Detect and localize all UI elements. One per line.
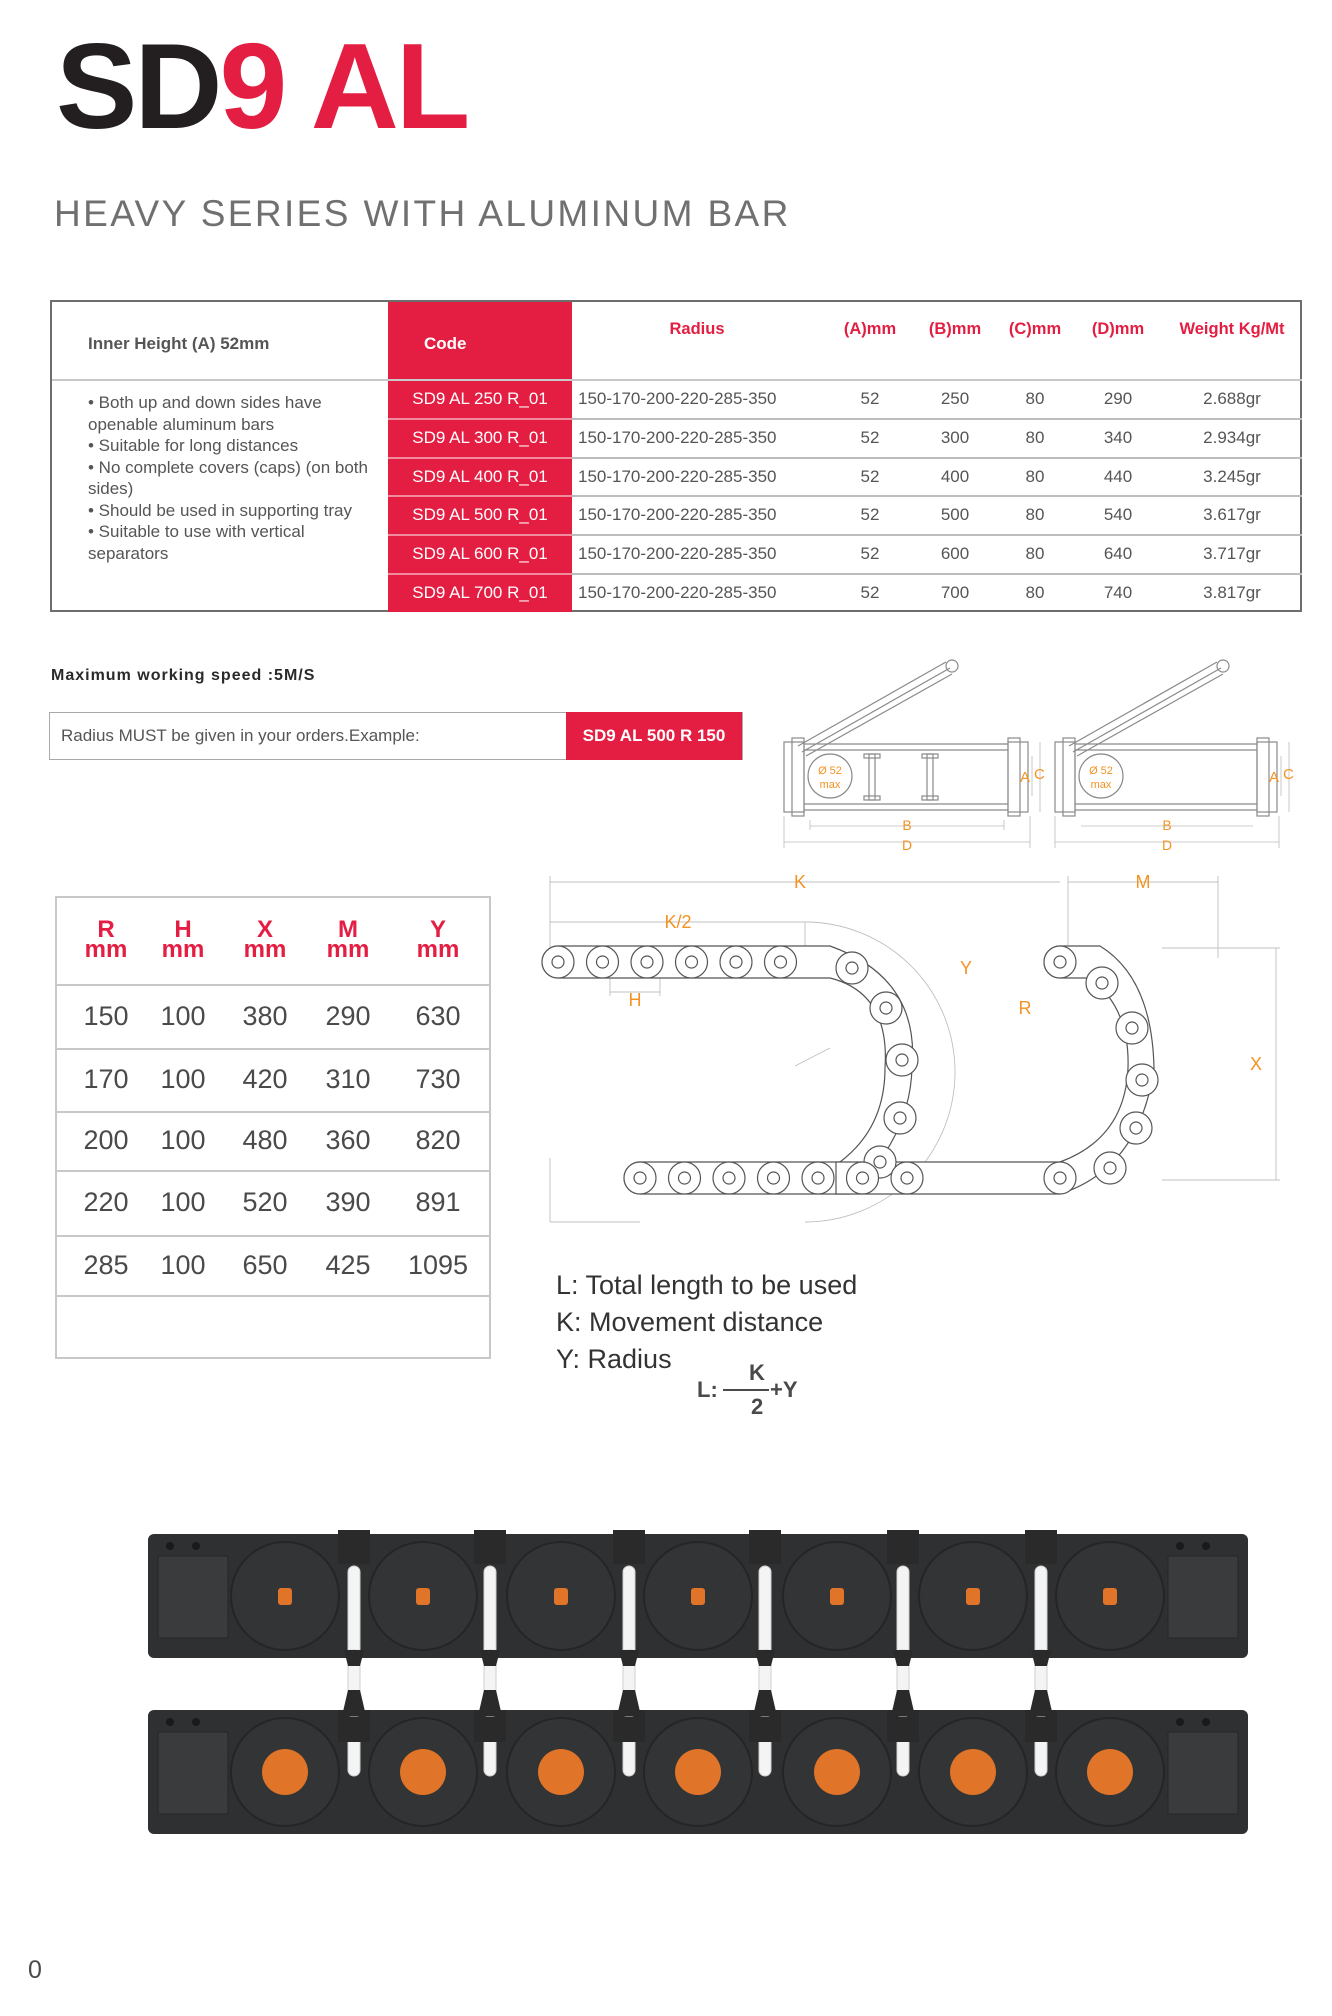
chain-link-pin (894, 1112, 906, 1124)
cell-h: 100 (160, 1125, 206, 1155)
cell-y: 730 (415, 1064, 461, 1094)
header-unit: mm (161, 936, 205, 963)
chain-link-pin (846, 962, 858, 974)
cell-r: 170 (83, 1064, 129, 1094)
pin-top-icon (966, 1588, 980, 1605)
label-h: H (628, 990, 642, 1010)
order-note-box (49, 712, 743, 760)
cell-d: 640 (1103, 544, 1133, 563)
spec-row (388, 458, 1302, 496)
formula-suffix: +Y (770, 1377, 798, 1402)
header-letter: R (97, 916, 115, 943)
chain-link-pin (1136, 1074, 1148, 1086)
cell-d: 740 (1103, 583, 1133, 602)
code-row-divider (388, 495, 572, 497)
cell-d: 290 (1103, 389, 1133, 408)
header-radius: Radius (669, 320, 725, 338)
header-y (398, 916, 478, 963)
cell-h: 100 (160, 1001, 206, 1031)
cell-m: 425 (325, 1250, 371, 1280)
bar-clamp (749, 1530, 781, 1564)
code-row-divider (388, 418, 572, 420)
mounting-bracket (1168, 1732, 1238, 1814)
mounting-hole (1176, 1542, 1184, 1550)
mounting-bracket (158, 1556, 228, 1638)
cell-m: 390 (325, 1187, 371, 1217)
mounting-hole (1176, 1718, 1184, 1726)
chain-link-pin (874, 1156, 886, 1168)
header-unit: mm (326, 936, 370, 963)
cell-m: 290 (325, 1001, 371, 1031)
cell-radius: 150-170-200-220-285-350 (578, 467, 777, 486)
title-series: SD (56, 18, 220, 154)
cell-y: 820 (415, 1125, 461, 1155)
bar-clamp (887, 1530, 919, 1564)
header-code: Code (424, 334, 467, 353)
cell-radius: 150-170-200-220-285-350 (578, 583, 777, 602)
page-number: 0 (28, 1956, 42, 1984)
legend-y: Y: Radius (556, 1344, 672, 1374)
header-r (66, 916, 146, 963)
gap-background (148, 1658, 1248, 1710)
cell-b: 600 (940, 544, 970, 563)
mounting-hole (1202, 1542, 1210, 1550)
header-unit: mm (243, 936, 287, 963)
row-divider (57, 1295, 489, 1297)
legend-l: L: Total length to be used (556, 1270, 858, 1300)
cell-m: 310 (325, 1064, 371, 1094)
chain-link-pin (1130, 1122, 1142, 1134)
cell-m: 360 (325, 1125, 371, 1155)
cell-weight: 3.617gr (1203, 505, 1261, 524)
spec-table (50, 300, 1302, 612)
cell-code: SD9 AL 700 R_01 (412, 583, 548, 602)
cell-code: SD9 AL 500 R_01 (412, 505, 548, 524)
product-photo-chain (148, 1530, 1252, 1836)
bar-clamp (1025, 1530, 1057, 1564)
header-unit: mm (84, 936, 128, 963)
chain-link-pin (1054, 1172, 1066, 1184)
feature-item: • Both up and down sides have openable aluminum bars (88, 393, 322, 434)
header-b: (B)mm (928, 320, 982, 338)
chain-link-pin (880, 1002, 892, 1014)
cell-radius: 150-170-200-220-285-350 (578, 544, 777, 563)
length-formula (697, 1360, 837, 1420)
cell-c: 80 (1025, 467, 1045, 486)
mounting-hole (166, 1718, 174, 1726)
cell-d: 340 (1103, 428, 1133, 447)
cell-c: 80 (1025, 505, 1045, 524)
cell-r: 285 (83, 1250, 129, 1280)
pin-top-icon (416, 1588, 430, 1605)
header-x (225, 916, 305, 963)
radius-table (55, 896, 491, 1359)
header-letter: X (256, 916, 273, 943)
cell-h: 100 (160, 1187, 206, 1217)
dim-label-a: A (1269, 769, 1280, 786)
mounting-hole (192, 1718, 200, 1726)
pin-top-icon (830, 1588, 844, 1605)
radius-row (57, 1111, 489, 1170)
pin-bottom-icon (675, 1749, 721, 1795)
pin-bottom-icon (814, 1749, 860, 1795)
cell-radius: 150-170-200-220-285-350 (578, 428, 777, 447)
cell-x: 520 (242, 1187, 288, 1217)
cell-c: 80 (1025, 389, 1045, 408)
bar-clamp (474, 1530, 506, 1564)
cell-h: 100 (160, 1064, 206, 1094)
order-example-badge: SD9 AL 500 R 150 (566, 712, 742, 760)
chain-link-pin (1104, 1162, 1116, 1174)
formula-prefix: L: (697, 1377, 718, 1402)
header-h (143, 916, 223, 963)
cell-weight: 2.688gr (1203, 389, 1261, 408)
cell-h: 100 (160, 1250, 206, 1280)
label-y: Y (959, 958, 973, 978)
cell-b: 700 (940, 583, 970, 602)
dim-label-c: C (1283, 766, 1294, 783)
cell-x: 480 (242, 1125, 288, 1155)
title-model: 9 AL (219, 18, 468, 154)
feature-item: • Suitable for long distances (88, 436, 299, 455)
diameter-label: Ø 52 (818, 765, 842, 777)
max-working-speed: Maximum working speed :5M/S (51, 667, 316, 684)
chain-link-pin (634, 1172, 646, 1184)
product-title (56, 18, 468, 154)
radius-row (57, 1048, 489, 1111)
label-k: K (793, 872, 807, 892)
feature-list (88, 392, 388, 564)
bar-clamp (613, 1530, 645, 1564)
bar-clamp (338, 1530, 370, 1564)
code-row-divider (388, 457, 572, 459)
max-label: max (819, 779, 841, 791)
cell-b: 500 (940, 505, 970, 524)
cell-a: 52 (860, 544, 880, 563)
cell-d: 440 (1103, 467, 1133, 486)
cell-r: 150 (83, 1001, 129, 1031)
cell-c: 80 (1025, 583, 1045, 602)
formula-denominator: 2 (751, 1394, 764, 1419)
radius-row (57, 1235, 489, 1295)
spec-row (388, 380, 1302, 418)
dim-label-d: D (901, 837, 913, 853)
spec-row (388, 496, 1302, 534)
cell-a: 52 (860, 467, 880, 486)
mounting-bracket (1168, 1556, 1238, 1638)
chain-link-pin (768, 1172, 780, 1184)
pin-top-icon (554, 1588, 568, 1605)
chain-link-pin (1096, 977, 1108, 989)
order-note-text: Radius MUST be given in your orders.Example: (61, 726, 420, 745)
cell-x: 380 (242, 1001, 288, 1031)
pin-bottom-icon (1087, 1749, 1133, 1795)
cell-code: SD9 AL 600 R_01 (412, 544, 548, 563)
cell-c: 80 (1025, 544, 1045, 563)
code-row-divider (388, 573, 572, 575)
pin-bottom-icon (262, 1749, 308, 1795)
dim-label-a: A (1020, 769, 1031, 786)
cell-a: 52 (860, 583, 880, 602)
feature-item: • Suitable to use with vertical separators (88, 522, 305, 563)
header-a: (A)mm (843, 320, 897, 338)
chain-link-pin (901, 1172, 913, 1184)
product-subtitle: HEAVY SERIES WITH ALUMINUM BAR (54, 193, 791, 234)
cell-code: SD9 AL 300 R_01 (412, 428, 548, 447)
header-m (308, 916, 388, 963)
cell-weight: 2.934gr (1203, 428, 1261, 447)
cell-weight: 3.717gr (1203, 544, 1261, 563)
cell-a: 52 (860, 428, 880, 447)
label-x: X (1249, 1054, 1263, 1074)
cell-b: 300 (940, 428, 970, 447)
cell-x: 650 (242, 1250, 288, 1280)
pin-bottom-icon (400, 1749, 446, 1795)
dim-label-c: C (1034, 766, 1045, 783)
cell-a: 52 (860, 389, 880, 408)
radius-row (57, 1170, 489, 1235)
cell-radius: 150-170-200-220-285-350 (578, 389, 777, 408)
pin-bottom-icon (950, 1749, 996, 1795)
chain-link-pin (552, 956, 564, 968)
cell-b: 400 (940, 467, 970, 486)
cell-r: 200 (83, 1125, 129, 1155)
cross-section-plain (1055, 660, 1294, 853)
fraction-bar (723, 1389, 769, 1391)
cell-x: 420 (242, 1064, 288, 1094)
chain-link-pin (812, 1172, 824, 1184)
inner-height-label: Inner Height (A) 52mm (88, 334, 270, 353)
feature-item: • Should be used in supporting tray (88, 500, 352, 520)
dim-label-b: B (1162, 817, 1172, 833)
diameter-label: Ø 52 (1089, 765, 1113, 777)
legend-k: K: Movement distance (556, 1307, 824, 1337)
pin-top-icon (278, 1588, 292, 1605)
mounting-hole (166, 1542, 174, 1550)
dim-label-b: B (902, 817, 912, 833)
cell-r: 220 (83, 1187, 129, 1217)
max-label: max (1090, 779, 1112, 791)
chain-link-pin (896, 1054, 908, 1066)
pin-top-icon (1103, 1588, 1117, 1605)
cell-y: 1095 (407, 1250, 469, 1280)
spec-row (388, 419, 1302, 457)
cross-section-with-separators (784, 660, 1045, 853)
feature-item: • No complete covers (caps) (on both sides) (88, 457, 368, 498)
cell-y: 630 (415, 1001, 461, 1031)
cross-section-drawings (776, 646, 1316, 856)
chain-link-pin (1126, 1022, 1138, 1034)
cell-code: SD9 AL 250 R_01 (412, 389, 548, 408)
cell-b: 250 (940, 389, 970, 408)
mounting-bracket (158, 1732, 228, 1814)
pin-bottom-icon (538, 1749, 584, 1795)
cell-d: 540 (1103, 505, 1133, 524)
chain-link-pin (857, 1172, 869, 1184)
code-row-divider (388, 534, 572, 536)
header-letter: H (174, 916, 192, 943)
cell-weight: 3.817gr (1203, 583, 1261, 602)
formula-numerator: K (749, 1360, 765, 1385)
cell-code: SD9 AL 400 R_01 (412, 467, 548, 486)
cell-a: 52 (860, 505, 880, 524)
header-letter: Y (429, 916, 446, 943)
cell-y: 891 (415, 1187, 461, 1217)
chain-link-pin (597, 956, 609, 968)
chain-travel-diagram (540, 868, 1280, 1228)
radius-row (57, 984, 489, 1048)
header-weight: Weight Kg/Mt (1179, 320, 1285, 338)
cell-weight: 3.245gr (1203, 467, 1261, 486)
chain-link-pin (730, 956, 742, 968)
mounting-hole (1202, 1718, 1210, 1726)
spec-row (388, 535, 1302, 573)
cell-radius: 150-170-200-220-285-350 (578, 505, 777, 524)
header-d: (D)mm (1091, 320, 1145, 338)
header-unit: mm (416, 936, 460, 963)
header-c: (C)mm (1008, 320, 1062, 338)
mounting-hole (192, 1542, 200, 1550)
label-r: R (1018, 998, 1032, 1018)
cell-c: 80 (1025, 428, 1045, 447)
spec-row (388, 574, 1302, 612)
label-k-half: K/2 (664, 912, 692, 932)
label-m: M (1135, 872, 1151, 892)
chain-link-pin (641, 956, 653, 968)
chain-link-pin (686, 956, 698, 968)
chain-link-pin (679, 1172, 691, 1184)
chain-link-pin (775, 956, 787, 968)
header-letter: M (338, 916, 358, 943)
chain-link-pin (723, 1172, 735, 1184)
dim-label-d: D (1161, 837, 1173, 853)
chain-link-pin (1054, 956, 1066, 968)
pin-top-icon (691, 1588, 705, 1605)
